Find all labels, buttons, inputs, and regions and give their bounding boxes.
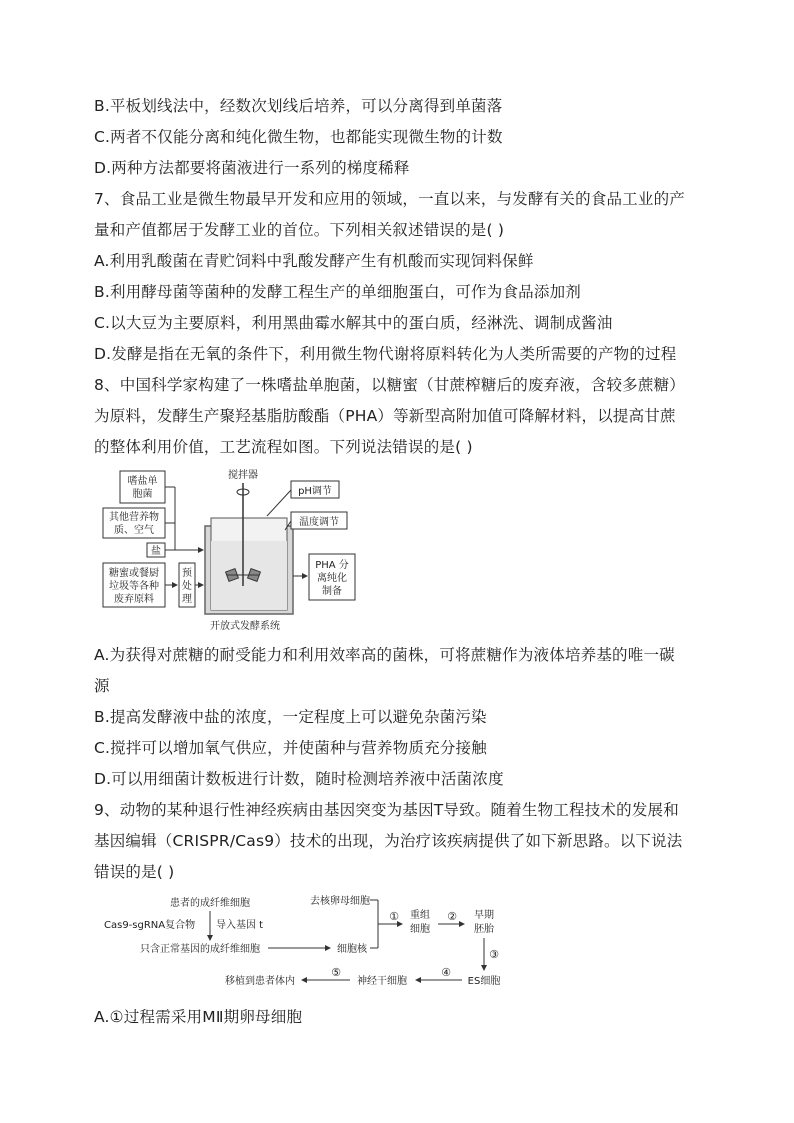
early-embryo-label: 早期 <box>474 910 494 921</box>
raw-material-label: 垃圾等各种 <box>109 581 159 592</box>
option-b: B.利用酵母菌等菌种的发酵工程生产的单细胞蛋白，可作为食品添加剂 <box>94 283 581 301</box>
raw-material-label: 废弃原料 <box>114 594 154 605</box>
pretreat-label: 处 <box>182 581 192 592</box>
fermentation-flow-diagram <box>95 466 365 636</box>
text-line: B.平板划线法中，经数次划线后培养，可以分离得到单菌落 <box>94 97 503 115</box>
import-gene-label: 导入基因 t <box>216 920 264 931</box>
salt-label: 盐 <box>151 546 161 557</box>
option-d: D.发酵是指在无氧的条件下，利用微生物代谢将原料转化为人类所需要的产物的过程 <box>94 345 677 363</box>
normal-fibroblast-label: 只含正常基因的成纤维细胞 <box>140 944 260 955</box>
pha-label: PHA 分 <box>315 560 349 571</box>
question-7-stem: 7、食品工业是微生物最早开发和应用的领域，一直以来，与发酵有关的食品工业的产 <box>94 190 685 208</box>
step-1-label: ① <box>389 910 399 923</box>
cas9-label: Cas9-sgRNA复合物 <box>104 920 196 931</box>
question-8-stem: 8、中国科学家构建了一株嗜盐单胞菌，以糖蜜（甘蔗榨糖后的废弃液，含较多蔗糖） <box>94 376 685 394</box>
option-d: D.可以用细菌计数板进行计数，随时检测培养液中活菌浓度 <box>94 770 504 788</box>
early-embryo-label: 胚胎 <box>474 924 494 935</box>
option-a: A.利用乳酸菌在青贮饲料中乳酸发酵产生有机酸而实现饲料保鲜 <box>94 252 534 270</box>
question-9-stem: 基因编辑（CRISPR/Cas9）技术的出现，为治疗该疾病提供了如下新思路。以下说法 <box>94 832 683 850</box>
transplant-label: 移植到患者体内 <box>225 976 295 987</box>
neural-stem-cell-label: 神经干细胞 <box>357 976 407 987</box>
pha-label: 制备 <box>322 586 342 597</box>
nutrients-label: 其他营养物 <box>109 512 159 523</box>
step-4-label: ④ <box>441 966 451 979</box>
option-a-cont: 源 <box>94 677 110 695</box>
option-a: A.为获得对蔗糖的耐受能力和利用效率高的菌株，可将蔗糖作为液体培养基的唯一碳 <box>94 646 675 664</box>
temp-label: 温度调节 <box>299 517 339 528</box>
patient-fibroblast-label: 患者的成纤维细胞 <box>170 898 250 909</box>
option-c: C.搅拌可以增加氧气供应，并使菌种与营养物质充分接触 <box>94 739 487 757</box>
figure-caption: 开放式发酵系统 <box>210 621 280 632</box>
question-8-stem: 的整体利用价值，工艺流程如图。下列说法错误的是( ) <box>94 438 473 456</box>
step-5-label: ⑤ <box>331 966 341 979</box>
nutrients-label: 质、空气 <box>114 525 154 536</box>
bacteria-label: 嗜盐单 <box>127 476 158 487</box>
raw-material-label: 糖蜜或餐厨 <box>109 568 159 579</box>
text-line: D.两种方法都要将菌液进行一系列的梯度稀释 <box>94 159 410 177</box>
es-cell-label: ES细胞 <box>467 976 501 987</box>
enucleated-oocyte-label: 去核卵母细胞 <box>310 896 370 907</box>
gene-therapy-flow-diagram <box>100 890 510 995</box>
question-7-stem: 量和产值都居于发酵工业的首位。下列相关叙述错误的是( ) <box>94 221 505 239</box>
step-3-label: ③ <box>489 948 499 961</box>
text-line: C.两者不仅能分离和纯化微生物，也都能实现微生物的计数 <box>94 128 503 146</box>
pretreat-label: 理 <box>182 594 192 605</box>
option-c: C.以大豆为主要原料，利用黑曲霉水解其中的蛋白质，经淋洗、调制成酱油 <box>94 314 613 332</box>
ph-label: pH调节 <box>298 486 332 497</box>
pretreat-label: 预 <box>182 568 192 579</box>
bacteria-label: 胞菌 <box>132 489 153 500</box>
question-9-stem: 错误的是( ) <box>94 863 175 881</box>
pha-label: 离纯化 <box>317 573 347 584</box>
stirrer-label: 搅拌器 <box>228 470 258 481</box>
option-b: B.提高发酵液中盐的浓度，一定程度上可以避免杂菌污染 <box>94 708 487 726</box>
recombinant-cell-label: 细胞 <box>410 924 430 935</box>
question-9-stem: 9、动物的某种退行性神经疾病由基因突变为基因T导致。随着生物工程技术的发展和 <box>94 801 679 819</box>
step-2-label: ② <box>447 910 457 923</box>
recombinant-cell-label: 重组 <box>410 910 430 921</box>
nucleus-label: 细胞核 <box>337 944 367 955</box>
question-8-stem: 为原料，发酵生产聚羟基脂肪酸酯（PHA）等新型高附加值可降解材料，以提高甘蔗 <box>94 407 676 425</box>
option-a: A.①过程需采用MⅡ期卵母细胞 <box>94 1008 303 1026</box>
